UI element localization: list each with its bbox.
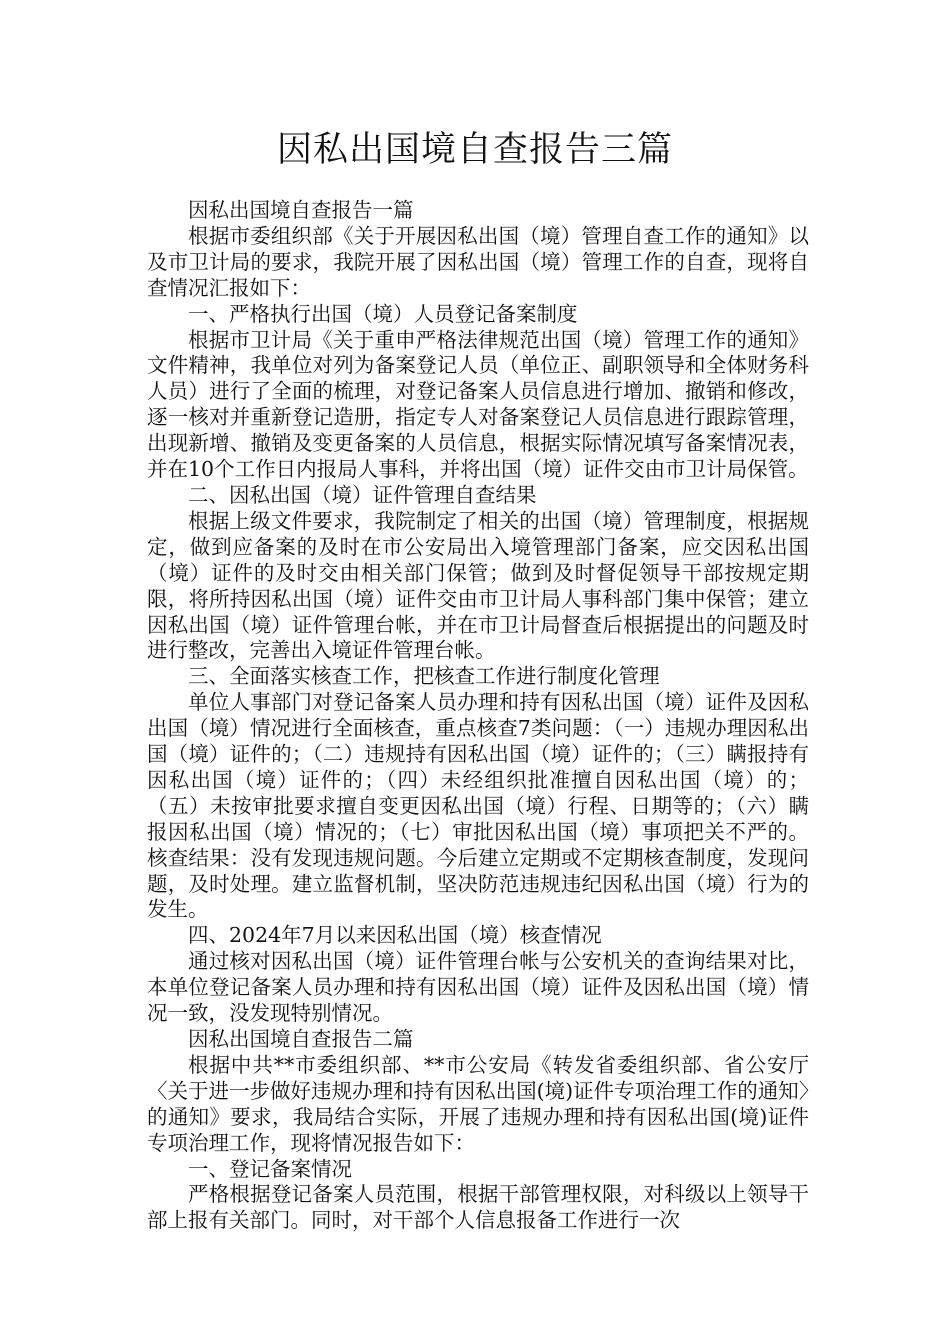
paragraph-registration: 根据市卫计局《关于重申严格法律规范出国（境）管理工作的通知》文件精神，我单位对列为备案登记人员（单位正、副职领导和全体财务科人员）进行了全面的梳理，对登记备案人员信息进行增加、撤销和修改，逐一核对并重新登记造册，指定专人对备案登记人员信息进行跟踪管理，出现新增、撤销及变更备案的人员信息，根据实际情况填写备案情况表，并在10个工作日内报局人事科，并将出国（境）证件交由市卫计局保管。 <box>147 327 809 482</box>
section-heading-registration: 一、登记备案情况 <box>188 1156 352 1181</box>
document-body <box>147 198 809 1234</box>
section-heading-2: 二、因私出国（境）证件管理自查结果 <box>188 482 537 507</box>
section-heading-1: 一、严格执行出国（境）人员登记备案制度 <box>188 301 578 326</box>
section-heading-4: 四、2024年7月以来因私出国（境）核查情况 <box>188 923 602 948</box>
section-heading-3: 三、全面落实核查工作，把核查工作进行制度化管理 <box>188 664 660 689</box>
paragraph-certificate-management: 根据上级文件要求，我院制定了相关的出国（境）管理制度，根据规定，做到应备案的及时在市公安局出入境管理部门备案，应交因私出国（境）证件的及时交由相关部门保管；做到及时督促领导干部按规定期限，将所持因私出国（境）证件交由市卫计局人事科部门集中保管；建立因私出国（境）证件管理台帐，并在市卫计局督查后根据提出的问题及时进行整改，完善出入境证件管理台帐。 <box>147 508 809 663</box>
paragraph-intro-two: 根据中共**市委组织部、**市公安局《转发省委组织部、省公安厅〈关于进一步做好违规办理和持有因私出国(境)证件专项治理工作的通知〉的通知》要求，我局结合实际，开展了违规办理和持有因私出国(境)证件专项治理工作，现将情况报告如下： <box>147 1052 809 1155</box>
paragraph-registration-two: 严格根据登记备案人员范围，根据干部管理权限，对科级以上领导干部上报有关部门。同时，对干部个人信息报备工作进行一次 <box>147 1182 809 1233</box>
document-title: 因私出国境自查报告三篇 <box>276 130 673 170</box>
paragraph-verification: 单位人事部门对登记备案人员办理和持有因私出国（境）证件及因私出国（境）情况进行全面核查，重点核查7类问题：（一）违规办理因私出国（境）证件的；（二）违规持有因私出国（境）证件的；（三）瞒报持有因私出国（境）证件的；（四）未经组织批准擅自因私出国（境）的；（五）未按审批要求擅自变更因私出国（境）行程、日期等的；（六）瞒报因私出国（境）情况的；（七）审批因私出国（境）事项把关不严的。核查结果：没有发现违规问题。今后建立定期或不定期核查制度，发现问题，及时处理。建立监督机制，坚决防范违规违纪因私出国（境）行为的发生。 <box>147 690 809 922</box>
section-heading-report-one: 因私出国境自查报告一篇 <box>188 198 414 222</box>
section-heading-report-two: 因私出国境自查报告二篇 <box>188 1027 414 1051</box>
paragraph-intro-one: 根据市委组织部《关于开展因私出国（境）管理自查工作的通知》以及市卫计局的要求，我院开展了因私出国（境）管理工作的自查，现将自查情况汇报如下： <box>147 223 809 300</box>
paragraph-verification-result: 通过核对因私出国（境）证件管理台帐与公安机关的查询结果对比，本单位登记备案人员办理和持有因私出国（境）证件及因私出国（境）情况一致，没发现特别情况。 <box>147 949 809 1026</box>
